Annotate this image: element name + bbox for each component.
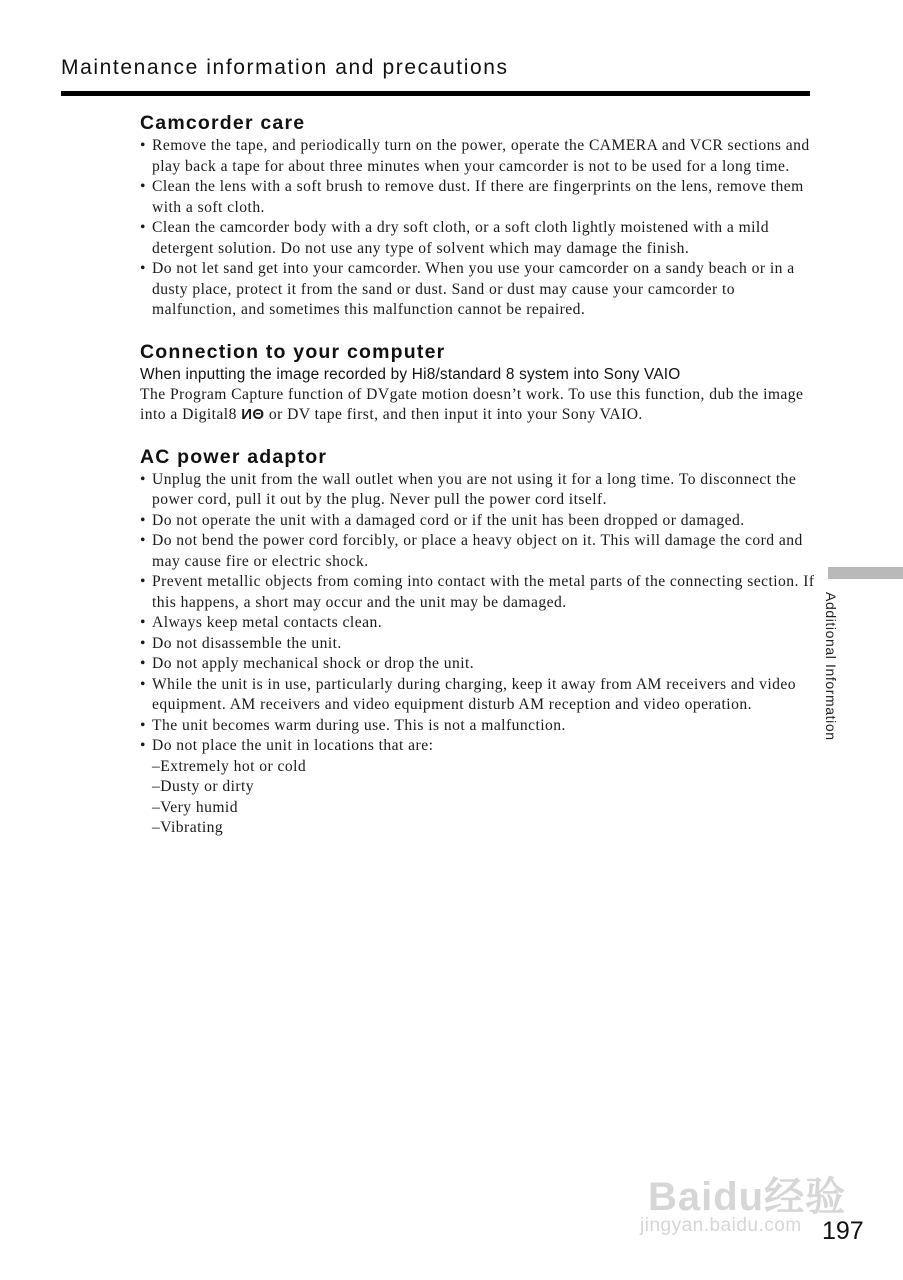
list-item: • Remove the tape, and periodically turn on the power, operate the CAMERA and VCR sections and play back a tape for about three minutes when your camcorder is not to be used for a long time.: [140, 136, 815, 177]
list-item: • Unplug the unit from the wall outlet when you are not using it for a long time. To disconnect the power cord, pull it out by the plug. Never pull the power cord itself.: [140, 470, 815, 511]
sub-list-item: –Vibrating: [152, 819, 224, 836]
list-item: • Prevent metallic objects from coming into contact with the metal parts of the connecting section. If this happens, a short may occur and the unit may be damaged.: [140, 572, 815, 613]
section-title-ac-adaptor: AC power adaptor: [140, 445, 328, 468]
page-header-title: Maintenance information and precautions: [61, 56, 509, 79]
connection-paragraph: [140, 385, 815, 426]
page-number: 197: [822, 1217, 864, 1245]
side-tab-label: Additional Information: [823, 592, 839, 741]
watermark-logo: Baidu经验: [648, 1175, 847, 1219]
header-rule: [61, 91, 810, 96]
list-item: • Do not place the unit in locations that are:: [140, 736, 815, 757]
side-tab-marker: [828, 567, 903, 579]
digital8-mark: ИΘ: [241, 406, 265, 423]
ac-adaptor-list: [140, 470, 815, 839]
list-item: • Do not operate the unit with a damaged cord or if the unit has been dropped or damaged.: [140, 511, 815, 532]
list-item: • Do not bend the power cord forcibly, or place a heavy object on it. This will damage the cord and may cause fire or electric shock.: [140, 531, 815, 572]
list-item: • Do not apply mechanical shock or drop the unit.: [140, 654, 815, 675]
list-item: • The unit becomes warm during use. This is not a malfunction.: [140, 716, 815, 737]
sub-list-item: –Extremely hot or cold: [152, 757, 307, 775]
section-title-camcorder-care: Camcorder care: [140, 112, 306, 134]
section-connection: [140, 339, 815, 426]
section-camcorder-care: [140, 110, 815, 321]
list-item: • Always keep metal contacts clean.: [140, 613, 815, 634]
connection-text-before: The Program Capture function of DVgate motion doesn’t work. To use this function, dub the image into a Digital8: [140, 385, 804, 423]
sub-list-item: –Dusty or dirty: [152, 778, 255, 795]
sub-list-item: –Very humid: [152, 798, 238, 816]
connection-text-after: or DV tape first, and then input it into your Sony VAIO.: [264, 406, 643, 423]
camcorder-care-list: [140, 136, 815, 321]
watermark-url: jingyan.baidu.com: [640, 1215, 802, 1236]
list-item: • Do not disassemble the unit.: [140, 634, 815, 655]
section-ac-power-adaptor: [140, 444, 815, 839]
list-item: • Clean the camcorder body with a dry soft cloth, or a soft cloth lightly moistened with a mild detergent solution. Do not use any type of solvent which may damage the finish.: [140, 218, 815, 259]
section-title-connection: Connection to your computer: [140, 340, 446, 363]
list-item: • Do not let sand get into your camcorder. When you use your camcorder on a sandy beach or in a dusty place, protect it from the sand or dust. Sand or dust may cause your camcorder to malfunction, and sometimes this malfunction cannot be repaired.: [140, 259, 815, 321]
list-item: • Clean the lens with a soft brush to remove dust. If there are fingerprints on the lens, remove them with a soft cloth.: [140, 177, 815, 218]
page-content: [140, 110, 815, 857]
list-item: • While the unit is in use, particularly during charging, keep it away from AM receivers and video equipment. AM receivers and video equipment disturb AM reception and video operation.: [140, 675, 815, 716]
connection-subtitle: When inputting the image recorded by Hi8/standard 8 system into Sony VAIO: [140, 365, 681, 383]
